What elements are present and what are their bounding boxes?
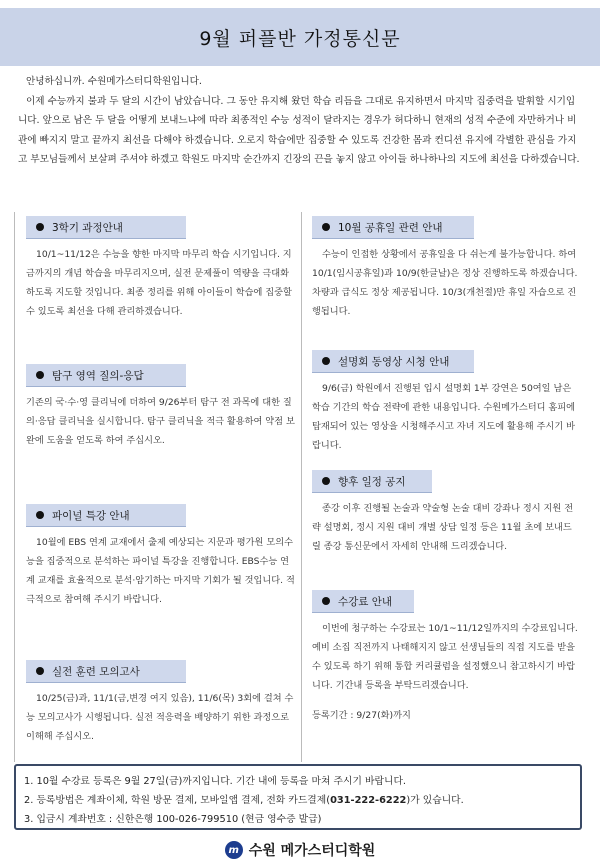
intro-paragraph: 이제 수능까지 불과 두 달의 시간이 남았습니다. 그 동안 유지해 왔던 학습 리듬을 그대로 유지하면서 마지막 집중력을 발휘할 시기입니다. 앞으로 남은 두 달을 어떻게 보내느냐에 따라 최종적인 수능 성적이 달라지는 경우가 허다하니 현재의 성적 수준에 자만하거나 비관에 빠지지 말고 끝까지 최선을 다해야 하겠습니다. 오로지 학습에만 집중할 수 있도록 건강한 몸과 컨디션 유지에 각별한 관심을 가지고 부모님들께서 보살펴 주셔야 하겠고 학원도 마지막 순간까지 긴장의 끈을 놓지 않고 아이들 하나하나의 지도에 최선을 다하겠습니다. (18, 95, 580, 165)
section-heading-text: 수강료 안내 (338, 595, 393, 608)
section-heading (312, 470, 432, 493)
section-body: 9/6(금) 학원에서 진행된 입시 설명회 1부 강연은 50여일 남은 학습 기간의 학습 전략에 관한 내용입니다. 수원메가스터디 홈피에 탑재되어 있는 영상을 시청해주시고 자녀 지도에 활용해 주시기 바랍니다. (312, 383, 575, 451)
registration-period: 등록기간 : 9/27(화)까지 (312, 710, 411, 721)
section-body: 10월에 EBS 연계 교재에서 출제 예상되는 지문과 평가원 모의수능을 집중적으로 분석하는 파이널 특강을 진행합니다. EBS수능 연계 교재를 효율적으로 분석·암기하는 마지막 기회가 될 것입니다. 적극적으로 참여해 주시기 바랍니다. (26, 537, 295, 605)
intro-greeting: 안녕하십니까. 수원메가스터디학원입니다. (26, 76, 202, 87)
bullet-icon (36, 223, 44, 231)
center-column-rule (301, 212, 302, 762)
section-heading-text: 10월 공휴일 관련 안내 (338, 221, 443, 234)
notice-box (14, 764, 582, 830)
section-heading-text: 탐구 영역 질의-응답 (52, 369, 144, 382)
section-body: 기존의 국·수·영 클리닉에 더하여 9/26부터 탐구 전 과목에 대한 질의·응답 클리닉을 실시합니다. 탐구 클리닉을 적극 활용하여 약점 보완에 도움을 얻도록 하여 주십시오. (26, 397, 295, 446)
section-heading (26, 660, 186, 683)
section-heading (312, 216, 474, 239)
section-body: 종강 이후 진행될 논술과 약술형 논술 대비 강좌나 정시 지원 전략 설명회, 정시 지원 대비 개별 상담 일정 등은 11월 초에 보내드릴 종강 통신문에서 자세히 안내해 드리겠습니다. (312, 503, 574, 552)
notice-line-1: 1. 10월 수강료 등록은 9월 27일(금)까지입니다. 기간 내에 등록을 마쳐 주시기 바랍니다. (24, 776, 407, 787)
section-heading-text: 향후 일정 공지 (338, 475, 406, 488)
section-inquiry (26, 364, 296, 450)
bullet-icon (36, 371, 44, 379)
phone-number: 031-222-6222 (330, 795, 407, 806)
section-heading (312, 590, 414, 613)
page-title: 9월 퍼플반 가정통신문 (199, 27, 401, 50)
academy-name: 수원 메가스터디학원 (248, 843, 376, 859)
section-video (312, 350, 578, 455)
notice-line-2-suffix: )가 있습니다. (406, 795, 464, 806)
section-tuition (312, 590, 578, 721)
notice-line-2-prefix: 2. 등록방법은 계좌이체, 학원 방문 결제, 모바일앱 결제, 전화 카드결제( (24, 795, 331, 806)
section-3rd-term (26, 216, 296, 321)
bullet-icon (322, 597, 330, 605)
footer (0, 838, 600, 862)
section-heading (26, 216, 186, 239)
notice-line-3: 3. 입금시 계좌번호 : 신한은행 100-026-799510 (현금 영수증 발급) (24, 814, 322, 825)
section-heading-text: 파이널 특강 안내 (52, 509, 130, 522)
section-heading-text: 실전 훈련 모의고사 (52, 665, 140, 678)
section-heading (26, 364, 186, 387)
bullet-icon (36, 511, 44, 519)
bullet-icon (36, 667, 44, 675)
intro-block (18, 72, 584, 170)
section-holiday (312, 216, 578, 321)
section-body: 10/1~11/12은 수능을 향한 마지막 마무리 학습 시기입니다. 지금까지의 개념 학습을 마무리지으며, 실전 문제풀이 역량을 극대화하도록 지도할 것입니다. 최종 정리를 위해 아이들이 학습에 집중할 수 있도록 최선을 다해 관리하겠습니다. (26, 249, 292, 317)
bullet-icon (322, 223, 330, 231)
title-bar (0, 8, 600, 66)
left-column-rule (14, 212, 15, 762)
section-schedule (312, 470, 578, 556)
bullet-icon (322, 477, 330, 485)
section-mock-exam (26, 660, 296, 746)
section-body: 수능이 인접한 상황에서 공휴일을 다 쉬는게 불가능합니다. 하여 10/1(임시공휴일)과 10/9(한글날)은 정상 진행하도록 하겠습니다. 차량과 급식도 정상 제공됩니다. 10/3(개천절)만 휴일 자습으로 진행됩니다. (312, 249, 578, 317)
section-heading-text: 설명회 동영상 시청 안내 (338, 355, 450, 368)
megastudy-logo-icon: m (225, 841, 243, 859)
section-heading (312, 350, 474, 373)
section-heading (26, 504, 186, 527)
notice-line-2 (24, 791, 572, 810)
bullet-icon (322, 357, 330, 365)
section-heading-text: 3학기 과정안내 (52, 221, 123, 234)
section-body: 이번에 청구하는 수강료는 10/1~11/12일까지의 수강료입니다. 예비 소집 직전까지 나태해지지 않고 선생님들의 직접 지도를 받을 수 있도록 하기 위해 통합 커리큘럼을 설정했으니 참고하시기 바랍니다. 기간내 등록을 부탁드리겠습니다. (312, 623, 578, 691)
section-final-lecture (26, 504, 296, 609)
section-body: 10/25(금)과, 11/1(금,변경 여지 있음), 11/6(목) 3회에 걸쳐 수능 모의고사가 시행됩니다. 실전 적응력을 배양하기 위한 과정으로 이해해 주십시오. (26, 693, 294, 742)
